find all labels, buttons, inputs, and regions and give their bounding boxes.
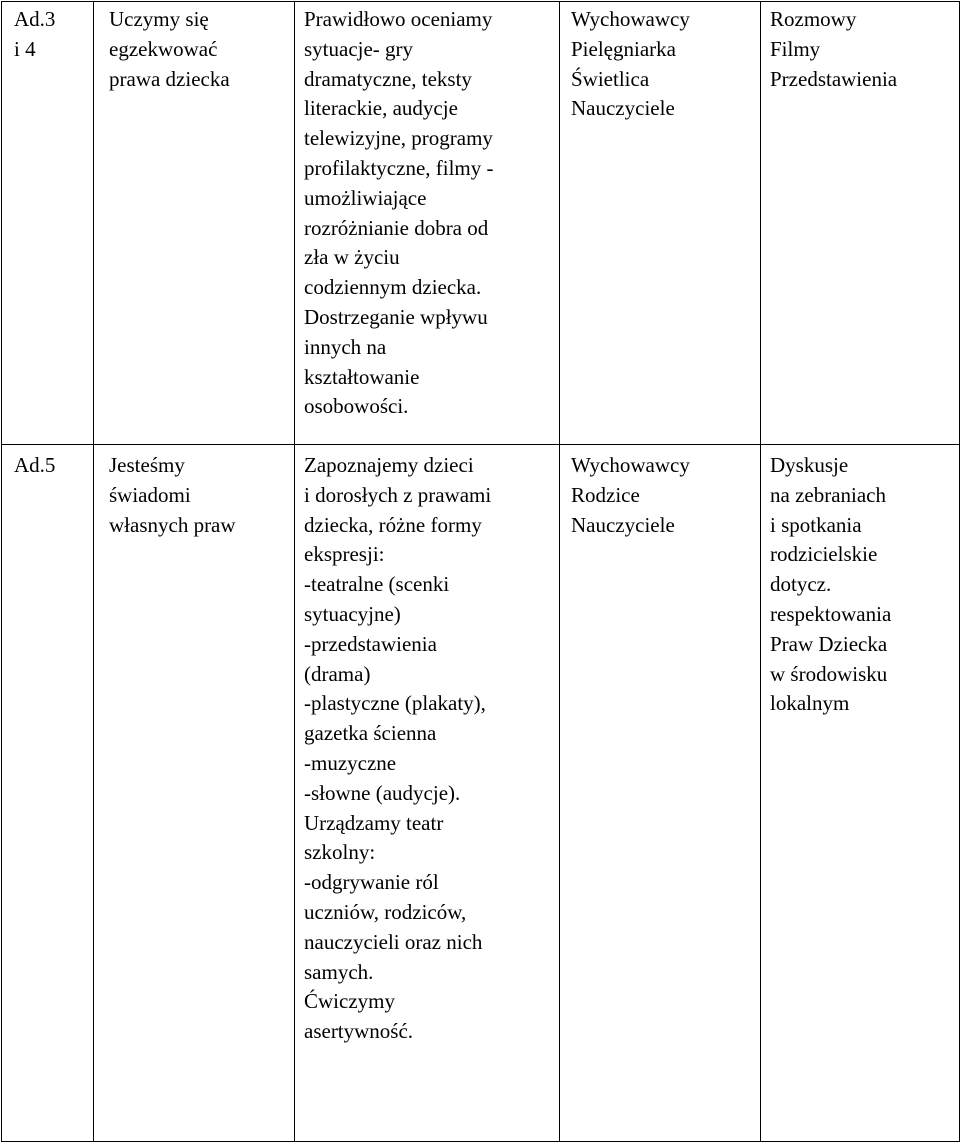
implementation-forms	[770, 5, 959, 94]
text-line: Wychowawcy	[571, 7, 690, 31]
text-line: gazetka ścienna	[304, 721, 437, 746]
text-line: egzekwować	[109, 36, 218, 61]
text-line: Rozmowy	[770, 7, 857, 31]
text-line: codziennym dziecka.	[304, 275, 482, 300]
responsible-cell	[560, 445, 761, 1142]
task-number	[14, 451, 93, 481]
text-line: nauczycieli oraz nich	[304, 929, 483, 954]
text-line: literackie, audycje	[304, 96, 458, 121]
text-line: dziecka, różne formy	[304, 512, 482, 537]
text-line: telewizyjne, programy	[304, 126, 493, 151]
text-line: uczniów, rodziców,	[304, 899, 467, 924]
text-line: Dostrzeganie wpływu	[304, 304, 488, 329]
task-content-cell	[295, 445, 560, 1142]
task-number-cell	[2, 445, 94, 1142]
table-row	[2, 2, 960, 445]
text-line: Nauczyciele	[571, 96, 675, 121]
text-line: kształtowanie	[304, 364, 420, 389]
text-line: i 4	[14, 36, 36, 61]
text-line: sytuacje- gry	[304, 36, 414, 61]
text-line: -słowne (audycje).	[304, 780, 461, 805]
text-line: Ćwiczymy	[304, 989, 395, 1014]
text-line: -muzyczne	[304, 750, 397, 775]
forms-cell	[761, 2, 960, 445]
text-line: profilaktyczne, filmy -	[304, 155, 494, 180]
text-line: Rodzice	[571, 482, 640, 507]
text-line: i dorosłych z prawami	[304, 482, 492, 507]
text-line: Filmy	[770, 36, 821, 61]
text-line: sytuacyjne)	[304, 601, 401, 626]
text-line: Dyskusje	[770, 453, 849, 477]
text-line: zła w życiu	[304, 245, 400, 270]
text-line: Nauczyciele	[571, 512, 675, 537]
text-line: (drama)	[304, 661, 371, 686]
task-number	[14, 5, 93, 65]
text-line: lokalnym	[770, 691, 850, 716]
task-content	[304, 5, 559, 422]
text-line: ekspresji:	[304, 542, 385, 567]
text-line: -odgrywanie ról	[304, 870, 439, 895]
text-line: szkolny:	[304, 840, 376, 865]
text-line: Jesteśmy	[109, 453, 185, 477]
text-line: rodzicielskie	[770, 542, 878, 567]
text-line: prawa dziecka	[109, 66, 230, 91]
responsible-persons	[571, 451, 760, 540]
task-content-cell	[295, 2, 560, 445]
text-line: Ad.3	[14, 7, 56, 31]
responsible-persons	[571, 5, 760, 124]
text-line: -przedstawienia	[304, 631, 437, 656]
text-line: respektowania	[770, 601, 892, 626]
text-line: Prawidłowo oceniamy	[304, 7, 493, 31]
text-line: Wychowawcy	[571, 453, 690, 477]
text-line: Zapoznajemy dzieci	[304, 453, 474, 477]
text-line: i spotkania	[770, 512, 862, 537]
table-row	[2, 445, 960, 1142]
forms-cell	[761, 445, 960, 1142]
text-line: dramatyczne, teksty	[304, 66, 472, 91]
responsible-cell	[560, 2, 761, 445]
text-line: Przedstawienia	[770, 66, 898, 91]
text-line: dotycz.	[770, 572, 832, 597]
text-line: Praw Dziecka	[770, 631, 888, 656]
text-line: Uczymy się	[109, 7, 209, 31]
text-line: samych.	[304, 959, 374, 984]
text-line: osobowości.	[304, 394, 409, 419]
task-title	[109, 5, 294, 94]
task-number-cell	[2, 2, 94, 445]
text-line: Ad.5	[14, 453, 56, 477]
text-line: -plastyczne (plakaty),	[304, 691, 486, 716]
text-line: innych na	[304, 334, 387, 359]
text-line: -teatralne (scenki	[304, 572, 450, 597]
text-line: asertywność.	[304, 1019, 414, 1044]
text-line: własnych praw	[109, 512, 236, 537]
text-line: rozróżnianie dobra od	[304, 215, 489, 240]
text-line: Pielęgniarka	[571, 36, 676, 61]
text-line: w środowisku	[770, 661, 888, 686]
task-title	[109, 451, 294, 540]
text-line: umożliwiające	[304, 185, 427, 210]
implementation-forms	[770, 451, 959, 719]
task-title-cell	[94, 445, 295, 1142]
text-line: na zebraniach	[770, 482, 887, 507]
text-line: Świetlica	[571, 66, 650, 91]
education-plan-table	[1, 1, 960, 1142]
text-line: Urządzamy teatr	[304, 810, 444, 835]
task-content	[304, 451, 559, 1047]
text-line: świadomi	[109, 482, 191, 507]
task-title-cell	[94, 2, 295, 445]
